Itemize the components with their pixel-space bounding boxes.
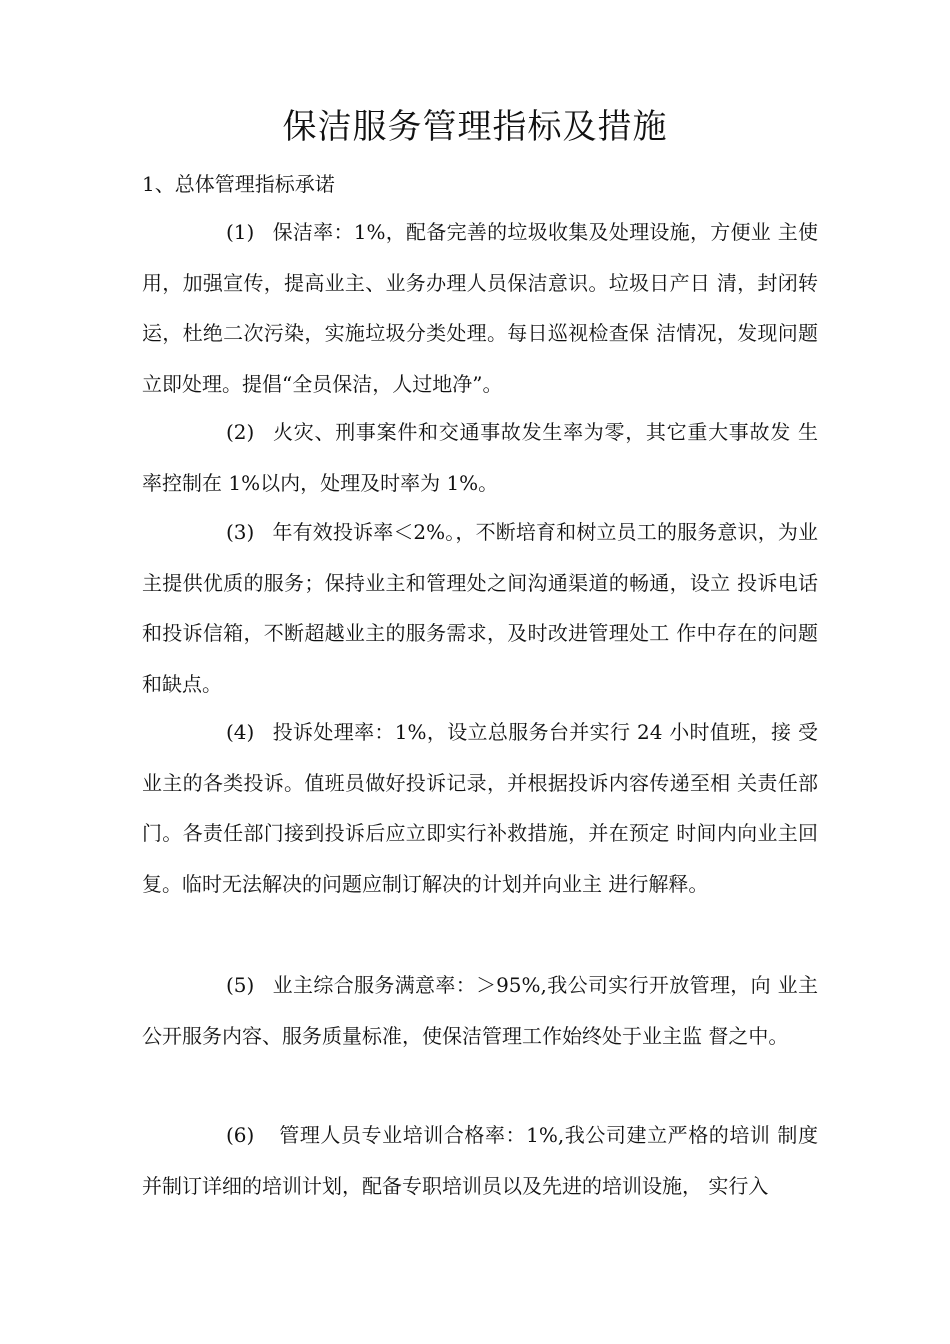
item-5-text: 业主综合服务满意率：＞95%,我公司实行开放管理，向 业主公开服务内容、服务质量标准，使保洁管理工作始终处于业主监 督之中。 bbox=[142, 973, 818, 1048]
item-3-text: 年有效投诉率＜2%。，不断培育和树立员工的服务意识，为业主提供优质的服务；保持业主和管理处之间沟通渠道的畅通，设立 投诉电话和投诉信箱，不断超越业主的服务需求，及时改进管理处工 作中存在的问题和缺点。 bbox=[142, 520, 818, 696]
item-4-text: 投诉处理率：1%，设立总服务台并实行 24 小时值班，接 受业主的各类投诉。值班员做好投诉记录，并根据投诉内容传递至相 关责任部门。各责任部门接到投诉后应立即实行补救措施，并在预定 时间内向业主回复。临时无法解决的问题应制订解决的计划并向业主 进行解释。 bbox=[142, 720, 818, 896]
item-3-number: (3) bbox=[226, 520, 255, 544]
item-5-number: (5) bbox=[226, 973, 255, 997]
item-4-paragraph bbox=[142, 707, 818, 909]
item-6-paragraph bbox=[142, 1110, 818, 1211]
item-6-number: (6) bbox=[226, 1123, 255, 1147]
item-1-text: 保洁率：1%，配备完善的垃圾收集及处理设施，方便业 主使用，加强宣传，提高业主、业务办理人员保洁意识。垃圾日产日 清，封闭转运，杜绝二次污染，实施垃圾分类处理。每日巡视检查保 洁情况，发现问题立即处理。提倡“全员保洁，人过地净”。 bbox=[142, 220, 818, 396]
section-heading: 1、总体管理指标承诺 bbox=[142, 172, 335, 196]
item-4-number: (4) bbox=[226, 720, 255, 744]
item-2-text: 火灾、刑事案件和交通事故发生率为零，其它重大事故发 生率控制在 1%以内，处理及时率为 1%。 bbox=[142, 420, 818, 495]
item-2-paragraph bbox=[142, 407, 818, 508]
item-1-paragraph bbox=[142, 207, 818, 409]
document-title: 保洁服务管理指标及措施 bbox=[282, 107, 668, 147]
item-6-text: 管理人员专业培训合格率：1%,我公司建立严格的培训 制度并制订详细的培训计划，配备专职培训员以及先进的培训设施， 实行入 bbox=[142, 1123, 818, 1198]
item-5-paragraph bbox=[142, 960, 818, 1061]
item-1-number: (1) bbox=[226, 220, 255, 244]
item-2-number: (2) bbox=[226, 420, 255, 444]
item-3-paragraph bbox=[142, 507, 818, 709]
